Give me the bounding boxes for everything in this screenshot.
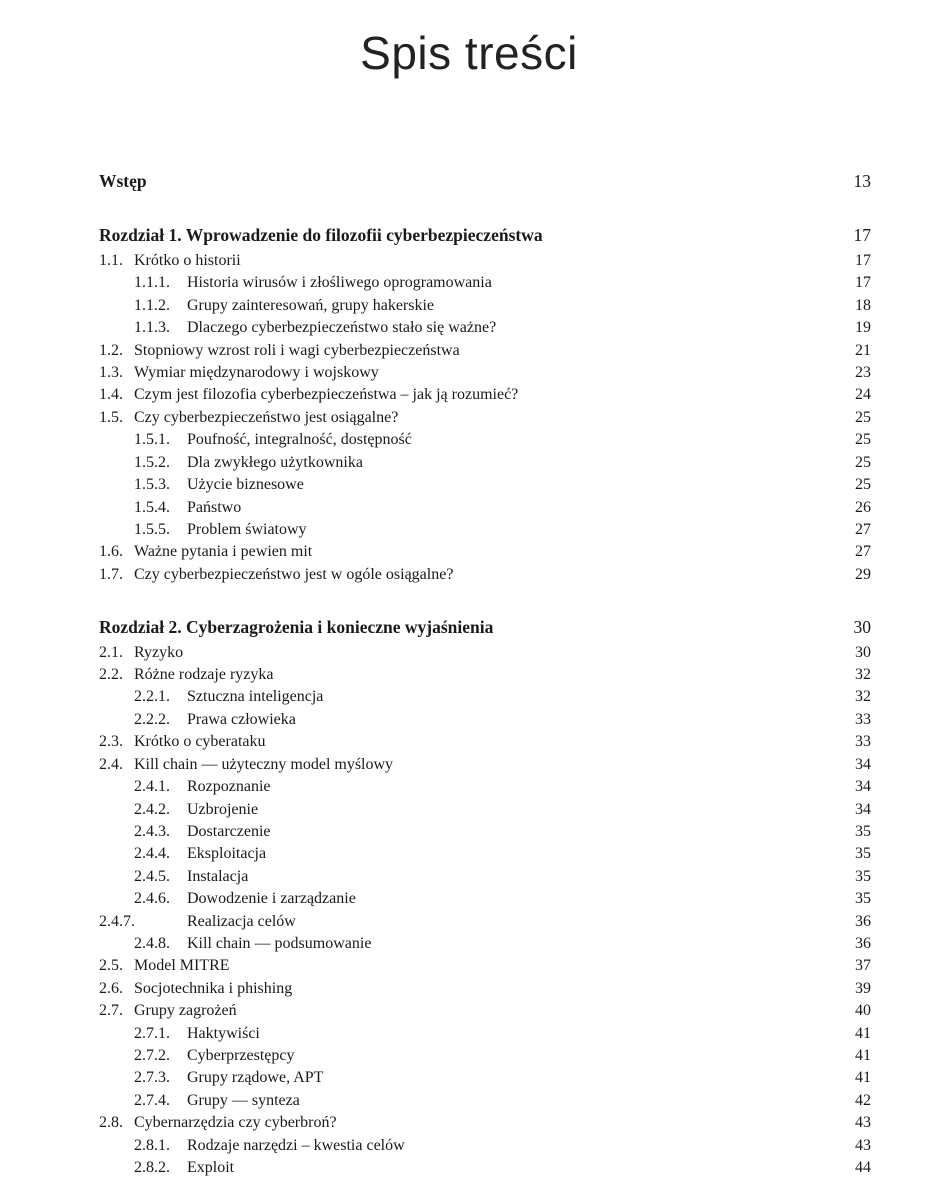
toc-entry-number: 2.2.2. [134, 711, 170, 728]
toc-entry-number: 1.7. [99, 566, 123, 583]
toc-entry[interactable] [99, 407, 871, 429]
toc-entry-title: Rozdział 1. Wprowadzenie do filozofii cyberbezpieczeństwa [99, 225, 543, 245]
toc-entry-page: 25 [855, 454, 871, 471]
toc-entry-number: 2.4.1. [134, 778, 170, 795]
toc-entry-page: 41 [855, 1069, 871, 1086]
toc-entry[interactable] [99, 866, 871, 888]
toc-entry-number: 2.1. [99, 644, 123, 661]
toc-entry-title: Realizacja celów [187, 913, 296, 930]
toc-entry-page: 13 [853, 171, 871, 191]
toc-entry-number: 2.6. [99, 980, 123, 997]
toc-entry-page: 32 [855, 666, 871, 683]
toc-entry-page: 32 [855, 688, 871, 705]
toc-entry-number: 2.4. [99, 756, 123, 773]
toc-entry-number: 1.1.3. [134, 319, 170, 336]
toc-entry-number: 2.2. [99, 666, 123, 683]
toc-entry-page: 21 [855, 342, 871, 359]
toc-entry-title: Cyberprzestępcy [187, 1047, 295, 1064]
toc-chapter-intro[interactable] [99, 170, 871, 192]
toc-entry-number: 1.1. [99, 252, 123, 269]
toc-entry[interactable] [99, 384, 871, 406]
toc-entry-page: 41 [855, 1047, 871, 1064]
toc-entry-title: Prawa człowieka [187, 711, 296, 728]
toc-entry-page: 35 [855, 823, 871, 840]
toc-entry-number: 1.2. [99, 342, 123, 359]
toc-entry-page: 33 [855, 711, 871, 728]
toc-entry-number: 1.5.4. [134, 499, 170, 516]
toc-entry-page: 25 [855, 409, 871, 426]
toc-entry-number: 1.5.5. [134, 521, 170, 538]
toc-entry-number: 2.7.3. [134, 1069, 170, 1086]
toc-entry[interactable] [99, 564, 871, 586]
toc-entry-title: Krótko o historii [134, 252, 241, 269]
toc-entry-number: 2.7.1. [134, 1025, 170, 1042]
toc-entry-page: 19 [855, 319, 871, 336]
toc-entry[interactable] [99, 519, 871, 541]
toc-entry[interactable] [99, 754, 871, 776]
toc-entry-page: 34 [855, 778, 871, 795]
toc-entry[interactable] [99, 317, 871, 339]
toc-entry-number: 2.4.3. [134, 823, 170, 840]
toc-entry[interactable] [99, 1157, 871, 1179]
toc-entry-title: Rodzaje narzędzi – kwestia celów [187, 1137, 405, 1154]
toc-chapter-1[interactable] [99, 224, 871, 246]
toc-entry-page: 40 [855, 1002, 871, 1019]
toc-entry-page: 17 [853, 225, 871, 245]
toc-entry-number: 2.4.6. [134, 890, 170, 907]
toc-entry-title: Czy cyberbezpieczeństwo jest osiągalne? [134, 409, 399, 426]
toc-entry-number: 2.7. [99, 1002, 123, 1019]
toc-chapter-2[interactable] [99, 616, 871, 638]
toc-entry-number: 2.5. [99, 957, 123, 974]
toc-entry-number: 2.8.2. [134, 1159, 170, 1176]
toc-entry-title: Dlaczego cyberbezpieczeństwo stało się ważne? [187, 319, 497, 336]
toc-entry-title: Czym jest filozofia cyberbezpieczeństwa – jak ją rozumieć? [134, 386, 519, 403]
toc-entry[interactable] [99, 340, 871, 362]
toc-entry[interactable] [99, 933, 871, 955]
toc-entry-page: 34 [855, 801, 871, 818]
toc-entry[interactable] [99, 272, 871, 294]
toc-entry-page: 29 [855, 566, 871, 583]
toc-entry[interactable] [99, 776, 871, 798]
toc-entry-title: Haktywiści [187, 1025, 260, 1042]
toc-entry-page: 42 [855, 1092, 871, 1109]
toc-entry[interactable] [99, 497, 871, 519]
toc-entry[interactable] [99, 474, 871, 496]
toc-entry-title: Wymiar międzynarodowy i wojskowy [134, 364, 379, 381]
toc-entry-page: 37 [855, 957, 871, 974]
toc-entry-title: Użycie biznesowe [187, 476, 304, 493]
toc-entry-title: Wstęp [99, 171, 147, 191]
toc-entry-number: 2.4.2. [134, 801, 170, 818]
toc-entry-page: 35 [855, 890, 871, 907]
toc-entry-page: 26 [855, 499, 871, 516]
toc-entry-number: 2.7.2. [134, 1047, 170, 1064]
toc-entry[interactable] [99, 888, 871, 910]
toc-entry-title: Dostarczenie [187, 823, 271, 840]
toc-entry-number: 2.7.4. [134, 1092, 170, 1109]
toc-entry-number: 1.5.3. [134, 476, 170, 493]
toc-entry[interactable] [99, 541, 871, 563]
toc-entry-title: Grupy zagrożeń [134, 1002, 237, 1019]
toc-entry-title: Poufność, integralność, dostępność [187, 431, 412, 448]
toc-entry[interactable] [99, 799, 871, 821]
toc-entry-title: Rozpoznanie [187, 778, 271, 795]
toc-entry-number: 2.8.1. [134, 1137, 170, 1154]
toc-entry-page: 18 [855, 297, 871, 314]
toc-entry-page: 33 [855, 733, 871, 750]
toc-entry[interactable] [99, 1090, 871, 1112]
toc-entry-page: 36 [855, 935, 871, 952]
toc-entry-title: Dla zwykłego użytkownika [187, 454, 363, 471]
toc-entry-page: 36 [855, 913, 871, 930]
toc-entry-title: Stopniowy wzrost roli i wagi cyberbezpieczeństwa [134, 342, 460, 359]
toc-entry-title: Grupy rządowe, APT [187, 1069, 324, 1086]
toc-entry-title: Problem światowy [187, 521, 307, 538]
toc-entry[interactable] [99, 295, 871, 317]
toc-entry[interactable] [99, 686, 871, 708]
toc-entry-number: 1.1.2. [134, 297, 170, 314]
toc-entry-title: Rozdział 2. Cyberzagrożenia i konieczne wyjaśnienia [99, 617, 494, 637]
toc-entry-page: 41 [855, 1025, 871, 1042]
toc-entry-number: 1.4. [99, 386, 123, 403]
toc-entry[interactable] [99, 978, 871, 1000]
toc-entry-title: Grupy zainteresowań, grupy hakerskie [187, 297, 435, 314]
toc-entry-number: 2.4.8. [134, 935, 170, 952]
toc-entry-number: 1.6. [99, 543, 123, 560]
toc-entry-title: Kill chain — użyteczny model myślowy [134, 756, 394, 773]
toc-entry-page: 27 [855, 543, 871, 560]
toc-entry-number: 1.5.2. [134, 454, 170, 471]
toc-entry[interactable] [99, 642, 871, 664]
toc-entry-page: 27 [855, 521, 871, 538]
toc-entry-title: Dowodzenie i zarządzanie [187, 890, 356, 907]
toc-entry-number: 2.4.5. [134, 868, 170, 885]
toc-entry[interactable] [99, 1045, 871, 1067]
toc-entry-number: 2.8. [99, 1114, 123, 1131]
toc-entry-title: Kill chain — podsumowanie [187, 935, 372, 952]
toc-entry-number: 2.4.7. [99, 913, 135, 930]
toc-entry-page: 25 [855, 431, 871, 448]
toc-entry-page: 35 [855, 868, 871, 885]
toc-entry[interactable] [99, 1112, 871, 1134]
toc-entry[interactable] [99, 452, 871, 474]
toc-entry-title: Grupy — synteza [187, 1092, 300, 1109]
toc-entry-title: Exploit [187, 1159, 235, 1176]
toc-entry-page: 34 [855, 756, 871, 773]
toc-entry[interactable] [99, 821, 871, 843]
toc-entry[interactable] [99, 1135, 871, 1157]
toc-entry[interactable] [99, 429, 871, 451]
toc-entry-page: 35 [855, 845, 871, 862]
toc-entry[interactable] [99, 911, 871, 933]
toc-entry[interactable] [99, 250, 871, 272]
toc-entry-page: 17 [855, 252, 871, 269]
toc-entry-page: 24 [855, 386, 871, 403]
toc-entry-title: Cybernarzędzia czy cyberbroń? [134, 1114, 337, 1131]
toc-entry[interactable] [99, 955, 871, 977]
toc-entry-page: 44 [855, 1159, 871, 1176]
toc-entry-title: Ryzyko [134, 644, 184, 661]
toc-entry[interactable] [99, 709, 871, 731]
page-title: Spis treści [360, 27, 578, 79]
toc-entry-title: Sztuczna inteligencja [187, 688, 324, 705]
toc-entry-title: Ważne pytania i pewien mit [134, 543, 313, 560]
toc-entry-page: 43 [855, 1114, 871, 1131]
toc-entry-page: 25 [855, 476, 871, 493]
toc-entry[interactable] [99, 1000, 871, 1022]
toc-entry-page: 30 [853, 617, 871, 637]
toc-entry-page: 23 [855, 364, 871, 381]
toc-entry-number: 1.1.1. [134, 274, 170, 291]
toc-entry-page: 43 [855, 1137, 871, 1154]
toc-entry-title: Państwo [187, 499, 242, 516]
toc-entry-title: Eksploitacja [187, 845, 267, 862]
toc-entry-number: 2.4.4. [134, 845, 170, 862]
toc-entry-title: Różne rodzaje ryzyka [134, 666, 274, 683]
toc-entry-title: Krótko o cyberataku [134, 733, 266, 750]
toc-entry[interactable] [99, 731, 871, 753]
toc-entry-number: 2.3. [99, 733, 123, 750]
toc-entry-title: Instalacja [187, 868, 249, 885]
toc-entry[interactable] [99, 1023, 871, 1045]
toc-entry-title: Uzbrojenie [187, 801, 259, 818]
toc-entry-number: 2.2.1. [134, 688, 170, 705]
toc-entry-page: 30 [855, 644, 871, 661]
toc-entry-title: Czy cyberbezpieczeństwo jest w ogóle osiągalne? [134, 566, 454, 583]
toc-entry[interactable] [99, 843, 871, 865]
toc-entry[interactable] [99, 1067, 871, 1089]
toc-entry-page: 17 [855, 274, 871, 291]
toc-entry-title: Socjotechnika i phishing [134, 980, 293, 997]
toc-entry-number: 1.5.1. [134, 431, 170, 448]
toc-entry-title: Model MITRE [134, 957, 230, 974]
toc-entry[interactable] [99, 664, 871, 686]
toc-entry[interactable] [99, 362, 871, 384]
toc-entry-page: 39 [855, 980, 871, 997]
toc-entry-title: Historia wirusów i złośliwego oprogramowania [187, 274, 492, 291]
toc-entry-number: 1.3. [99, 364, 123, 381]
toc-entry-number: 1.5. [99, 409, 123, 426]
